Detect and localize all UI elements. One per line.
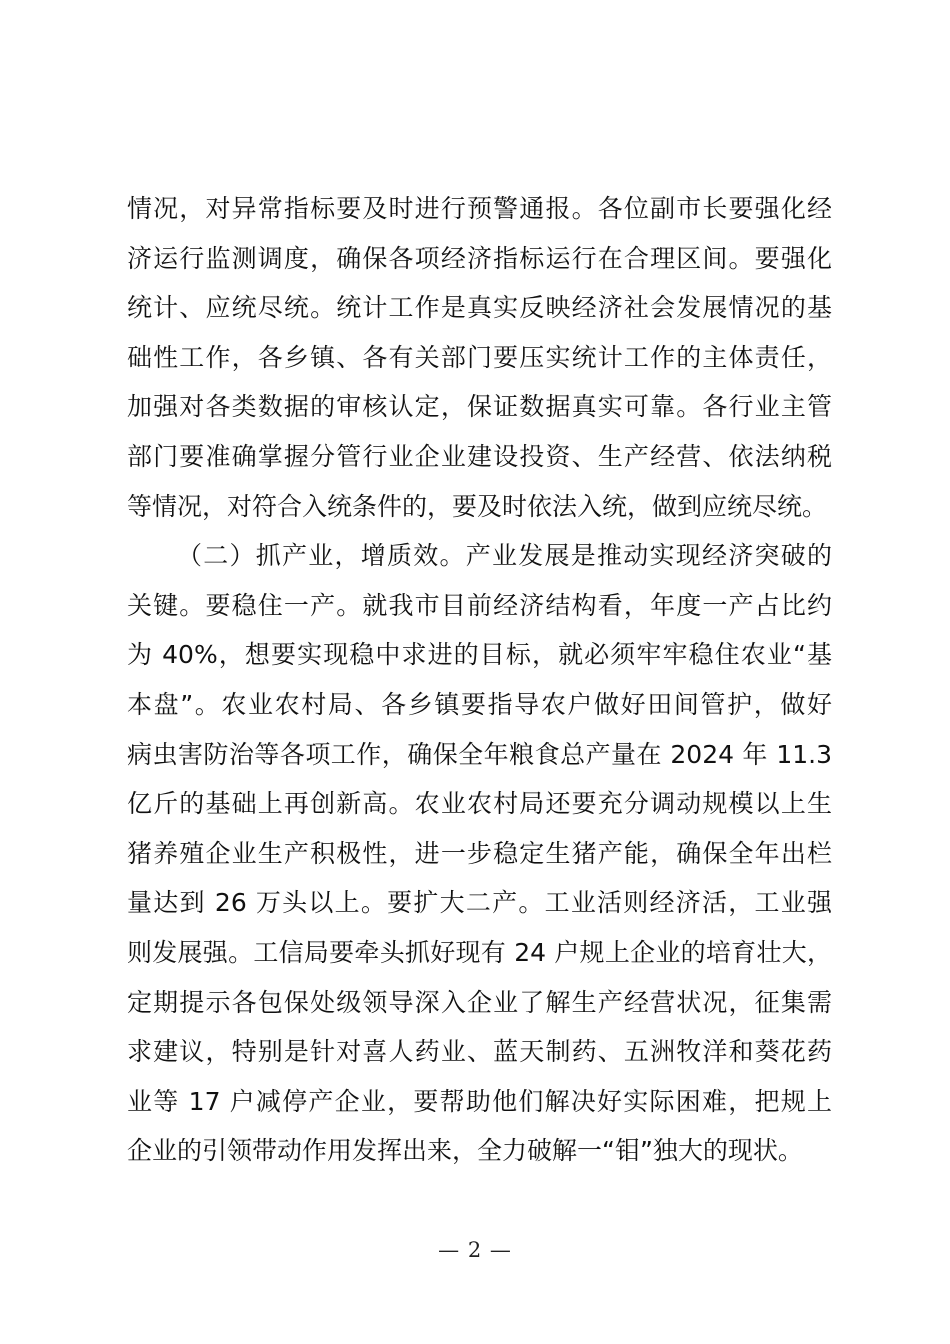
text-line: 则发展强。工信局要牵头抓好现有 24 户规上企业的培育壮大，	[127, 937, 832, 967]
text-line: 求建议，特别是针对喜人药业、蓝天制药、五洲牧洋和葵花药	[127, 1037, 832, 1067]
body-text	[127, 184, 832, 1176]
text-line: 为 40%，想要实现稳中求进的目标，就必须牢牢稳住农业“基	[127, 640, 832, 670]
text-line: 亿斤的基础上再创新高。农业农村局还要充分调动规模以上生	[127, 789, 832, 819]
text-line: 等情况，对符合入统条件的，要及时依法入统，做到应统尽统。	[127, 491, 828, 521]
text-line: 病虫害防治等各项工作，确保全年粮食总产量在 2024 年 11.3	[127, 739, 832, 769]
text-line: 关键。要稳住一产。就我市目前经济结构看，年度一产占比约	[127, 590, 832, 620]
text-line: 定期提示各包保处级领导深入企业了解生产经营状况，征集需	[127, 987, 832, 1017]
text-line: 济运行监测调度，确保各项经济指标运行在合理区间。要强化	[127, 243, 832, 273]
text-line: 企业的引领带动作用发挥出来，全力破解一“钼”独大的现状。	[127, 1136, 803, 1166]
text-line: 量达到 26 万头以上。要扩大二产。工业活则经济活，工业强	[127, 888, 832, 918]
text-line: 部门要准确掌握分管行业企业建设投资、生产经营、依法纳税	[127, 441, 832, 471]
text-line: 统计、应统尽统。统计工作是真实反映经济社会发展情况的基	[127, 293, 832, 323]
text-line: 加强对各类数据的审核认定，保证数据真实可靠。各行业主管	[127, 392, 832, 422]
page-number: — 2 —	[438, 1238, 512, 1262]
text-line: 础性工作，各乡镇、各有关部门要压实统计工作的主体责任，	[127, 342, 832, 372]
text-line: 猪养殖企业生产积极性，进一步稳定生猪产能，确保全年出栏	[127, 838, 832, 868]
paragraph-first-line: （二）抓产业，增质效。产业发展是推动实现经济突破的	[177, 541, 832, 571]
text-line: 业等 17 户减停产企业，要帮助他们解决好实际困难，把规上	[127, 1086, 832, 1116]
text-line: 本盘”。农业农村局、各乡镇要指导农户做好田间管护，做好	[127, 689, 832, 719]
text-line: 情况，对异常指标要及时进行预警通报。各位副市长要强化经	[127, 194, 832, 223]
